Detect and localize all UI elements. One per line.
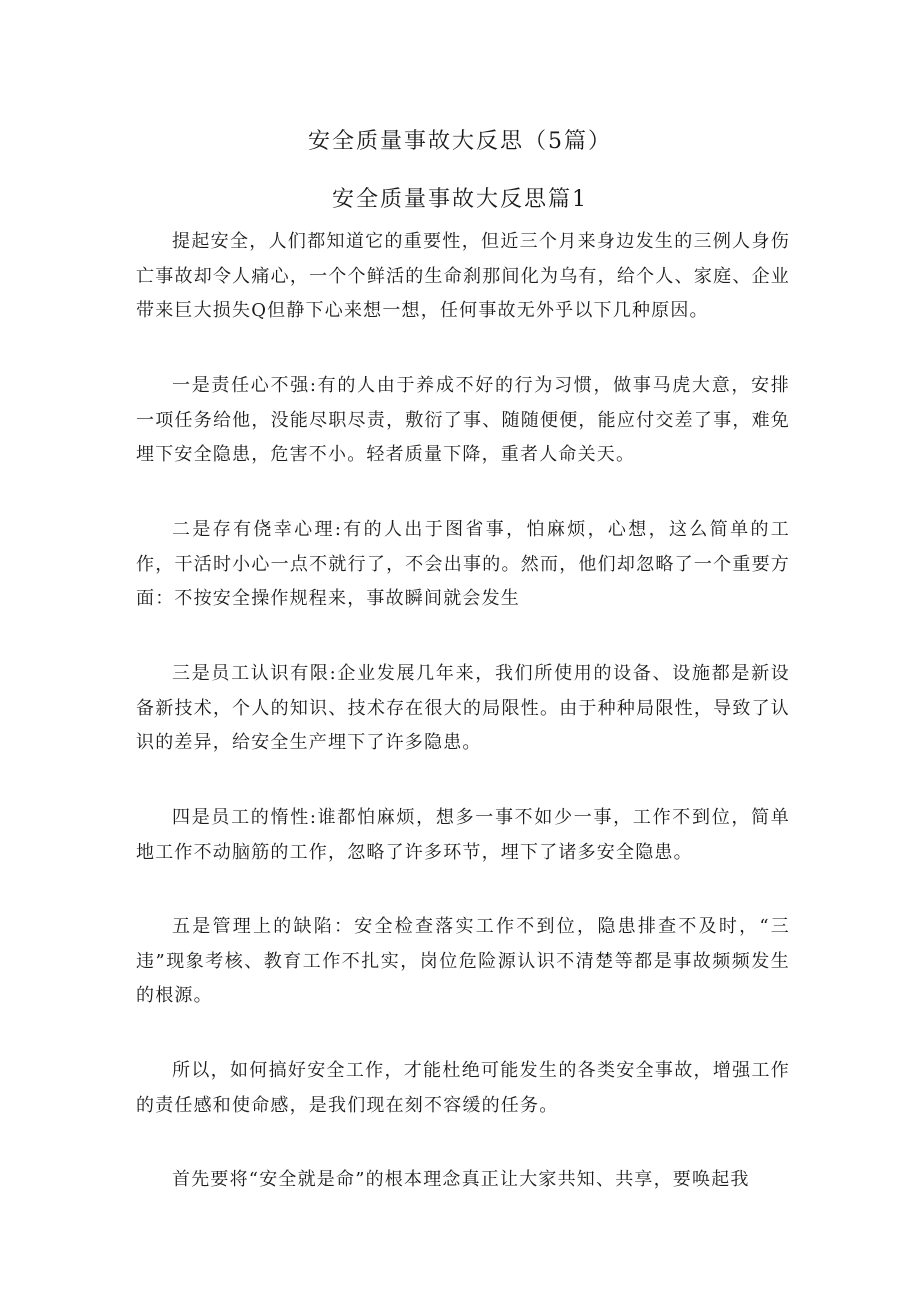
paragraph-reason-1: 一是责任心不强:有的人由于养成不好的行为习惯，做事马虎大意，安排一项任务给他，没能尽职尽责，敷衍了事、随随便便，能应付交差了事，难免埋下安全隐患，危害不小。轻者质量下降，重者人命关天。 (136, 375, 790, 465)
paragraph-first-step: 首先要将“安全就是命”的根本理念真正让大家共知、共享，要唤起我 (172, 1169, 750, 1190)
paragraph-reason-3: 三是员工认识有限:企业发展几年来，我们所使用的设备、设施都是新设备新技术，个人的知识、技术存在很大的局限性。由于种种局限性，导致了认识的差异，给安全生产埋下了许多隐患。 (136, 663, 790, 753)
paragraph-reason-2: 二是存有侥幸心理:有的人出于图省事，怕麻烦，心想，这么简单的工作，干活时小心一点不就行了，不会出事的。然而，他们却忽略了一个重要方面：不按安全操作规程来，事故瞬间就会发生 (136, 519, 790, 609)
paragraph-reason-4: 四是员工的惰性:谁都怕麻烦，想多一事不如少一事，工作不到位，简单地工作不动脑筋的工作，忽略了许多环节，埋下了诸多安全隐患。 (136, 807, 790, 863)
paragraph-conclusion: 所以，如何搞好安全工作，才能杜绝可能发生的各类安全事故，增强工作的责任感和使命感，是我们现在刻不容缓的任务。 (136, 1060, 790, 1116)
document-title: 安全质量事故大反思（5篇） (308, 129, 612, 154)
section-title: 安全质量事故大反思篇1 (332, 187, 588, 212)
paragraph-reason-5: 五是管理上的缺陷：安全检查落实工作不到位，隐患排查不及时，“三违”现象考核、教育工作不扎实，岗位危险源认识不清楚等都是事故频频发生的根源。 (136, 916, 790, 1006)
paragraph-intro: 提起安全，人们都知道它的重要性，但近三个月来身边发生的三例人身伤亡事故却令人痛心，一个个鲜活的生命刹那间化为乌有，给个人、家庭、企业带来巨大损失Q但静下心来想一想，任何事故无外乎以下几种原因。 (136, 231, 790, 321)
